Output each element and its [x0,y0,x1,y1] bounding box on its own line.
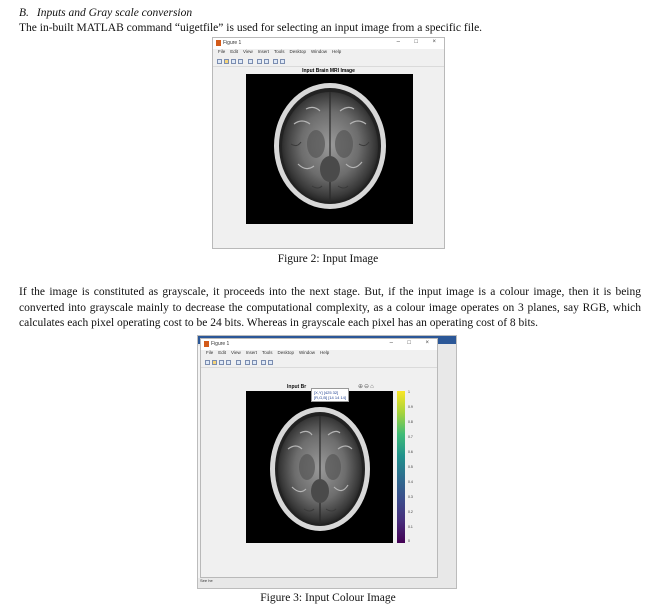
datatip[interactable] [311,388,349,402]
colorbar-tick: 0.2 [408,510,413,514]
menu-window[interactable]: Window [299,350,316,355]
brain-mri-graphic [246,74,413,224]
figure2-menubar [213,49,444,57]
colorbar-tick: 0.1 [408,525,413,529]
menu-desktop[interactable]: Desktop [289,49,307,54]
home-icon[interactable]: ⌂ [370,384,375,390]
section-number: B. [19,7,29,19]
open-file-icon[interactable] [212,360,217,365]
maximize-icon[interactable]: □ [414,39,418,45]
figure2-titlebar [213,38,444,49]
close-icon[interactable]: × [432,39,436,45]
colour-brain-graphic [246,391,393,543]
save-icon[interactable] [219,360,224,365]
figure2-axes-title: Input Brain MRI Image [302,68,355,74]
paragraph-grayscale: If the image is constituted as grayscale, it proceeds into the next stage. But, if the input image is a colour image, then it is being converted into grayscale mainly to decrease the computational complexity, as a colour image operates on 3 planes, say RGB, which calculates each pixel operating cost to be 24 bits. Whereas in grayscale each pixel has an operating cost of 8 bits. [19,286,641,329]
colorbar-tick: 0.9 [408,405,413,409]
minimize-icon[interactable]: – [396,39,400,45]
edit-plot-icon[interactable] [261,360,266,365]
datatip-xy: [X,Y] [425 32] [314,390,339,395]
minimize-icon[interactable]: – [389,340,393,346]
colorbar[interactable] [397,391,405,543]
menu-edit[interactable]: Edit [218,350,227,355]
menu-tools[interactable]: Tools [273,49,285,54]
menu-window[interactable]: Window [311,49,328,54]
close-icon[interactable]: × [425,340,429,346]
colorbar-tick: 0.5 [408,465,413,469]
figure3-menubar [201,350,437,358]
menu-file[interactable]: File [218,49,226,54]
figure3-window-title: Figure 1 [211,341,230,347]
link-plot-icon[interactable] [248,59,253,64]
section-heading [19,7,192,19]
link-plot-icon[interactable] [236,360,241,365]
figure2-caption: Figure 2: Input Image [277,253,379,265]
figure2-window-title: Figure 1 [223,40,242,46]
datatip-rgb: [R,G,B] [14 14 14] [314,395,347,400]
colorbar-tick: 0.8 [408,420,413,424]
menu-file[interactable]: File [206,350,214,355]
new-figure-icon[interactable] [205,360,210,365]
print-icon[interactable] [238,59,243,64]
property-inspector-icon[interactable] [268,360,273,365]
menu-help[interactable]: Help [332,49,342,54]
figure3-window [200,338,438,578]
colorbar-tick: 0.6 [408,450,413,454]
colorbar-tick: 0 [408,539,410,543]
new-figure-icon[interactable] [217,59,222,64]
menu-insert[interactable]: Insert [245,350,257,355]
matlab-logo-icon [204,341,209,347]
colorbar-tick: 0.4 [408,480,413,484]
insert-colorbar-icon[interactable] [245,360,250,365]
matlab-logo-icon [216,40,221,46]
colorbar-tick: 0.7 [408,435,413,439]
insert-colorbar-icon[interactable] [257,59,262,64]
status-text: See he [200,578,213,583]
figure2-window [212,37,445,249]
zoom-out-icon[interactable]: ⊖ [364,384,371,390]
paragraph-uigetfile: The in-built MATLAB command “uigetfile” is used for selecting an input image from a specific file. [19,22,483,34]
axes-toolbar [358,383,375,390]
colorbar-tick: 0.3 [408,495,413,499]
brain-mri-image [246,74,413,224]
menu-view[interactable]: View [243,49,253,54]
menu-view[interactable]: View [231,350,241,355]
property-inspector-icon[interactable] [280,59,285,64]
menu-desktop[interactable]: Desktop [277,350,295,355]
print-icon[interactable] [226,360,231,365]
menu-help[interactable]: Help [320,350,330,355]
edit-plot-icon[interactable] [273,59,278,64]
figure2-toolbar [213,57,444,67]
figure3-titlebar [201,339,437,350]
insert-legend-icon[interactable] [264,59,269,64]
figure3-toolbar [201,358,437,368]
menu-edit[interactable]: Edit [230,49,239,54]
maximize-icon[interactable]: □ [407,340,411,346]
open-file-icon[interactable] [224,59,229,64]
save-icon[interactable] [231,59,236,64]
colorbar-ticks [408,391,428,543]
menu-tools[interactable]: Tools [261,350,273,355]
section-title: Inputs and Gray scale conversion [36,7,193,19]
figure3-axes-title: Input Br [287,384,307,390]
colorbar-tick: 1 [408,390,410,394]
colour-mri-image [246,391,393,543]
insert-legend-icon[interactable] [252,360,257,365]
figure3-caption: Figure 3: Input Colour Image [260,592,396,604]
zoom-in-icon[interactable]: ⊕ [358,384,365,390]
menu-insert[interactable]: Insert [257,49,269,54]
